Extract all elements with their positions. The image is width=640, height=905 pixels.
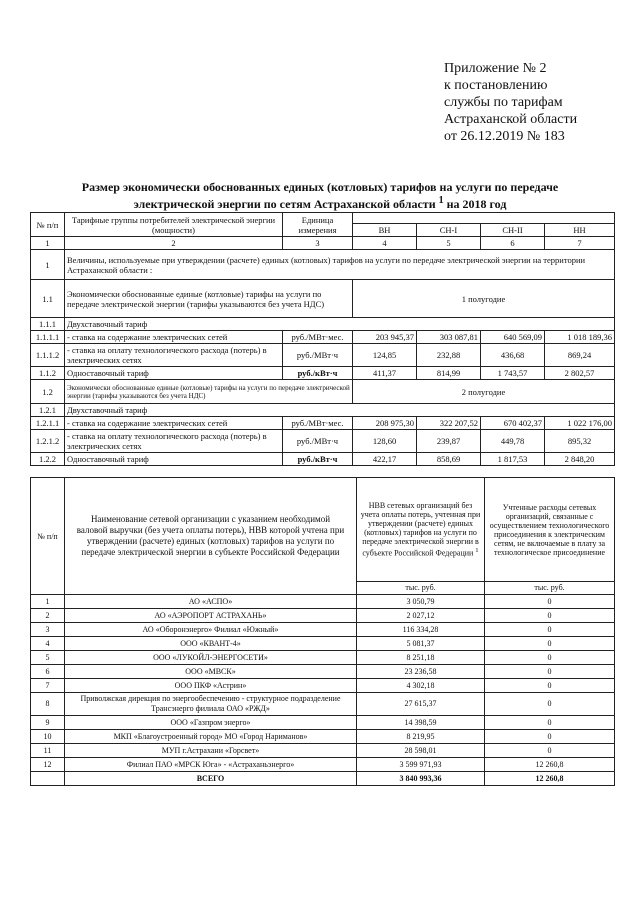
nvv-header-org: Наименование сетевой организации с указанием необходимой валовой выручки (без учета оплаты потерь), НВВ которой учтена при утверждении (расчете) единых (котловых) тарифов на услуги по передаче электрической энергии в субъекте Российской Федерации: [65, 478, 357, 595]
header-sn1: СН-I: [417, 224, 481, 237]
value-sn1: 239,87: [417, 430, 481, 453]
table-header-row: [31, 213, 615, 224]
tariff-table: [30, 212, 615, 466]
table-row: [31, 665, 615, 679]
table-row: [31, 730, 615, 744]
col-number: 1: [31, 237, 65, 250]
total-no: [31, 772, 65, 786]
table-row: [31, 679, 615, 693]
period-label: 1 полугодие: [353, 280, 615, 318]
row-no: 8: [31, 693, 65, 716]
value-vn: 203 945,37: [353, 331, 417, 344]
header-unit: Единица измерения: [283, 213, 353, 237]
table-row: [31, 744, 615, 758]
org-nvv: 3 599 971,93: [357, 758, 485, 772]
row-text: Экономически обоснованные единые (котловые) тарифы на услуги по передаче электрической энергии (тарифы указываются без учета НДС): [65, 280, 353, 318]
org-accounted: 0: [485, 716, 615, 730]
org-name: ООО «МВСК»: [65, 665, 357, 679]
nvv-unit: тыс. руб.: [357, 582, 485, 595]
org-accounted: 0: [485, 665, 615, 679]
total-label: ВСЕГО: [65, 772, 357, 786]
title-line2: [30, 194, 610, 211]
header-vn: ВН: [353, 224, 417, 237]
value-sn2: 1 817,53: [481, 453, 545, 466]
value-nn: 1 022 176,00: [545, 417, 615, 430]
header-voltage-span: [353, 213, 615, 224]
table-row: [31, 344, 615, 367]
table-row: [31, 651, 615, 665]
row-text: Одноставочный тариф: [65, 367, 283, 380]
value-nn: 2 848,20: [545, 453, 615, 466]
value-vn: 128,60: [353, 430, 417, 453]
value-sn2: 1 743,57: [481, 367, 545, 380]
nvv-table: [30, 477, 615, 786]
value-sn1: 858,69: [417, 453, 481, 466]
accounted-unit: тыс. руб.: [485, 582, 615, 595]
row-no: 1.2: [31, 380, 65, 404]
row-no: 6: [31, 665, 65, 679]
value-sn1: 303 087,81: [417, 331, 481, 344]
value-sn2: 640 569,09: [481, 331, 545, 344]
period-label: 2 полугодие: [353, 380, 615, 404]
org-nvv: 116 334,28: [357, 623, 485, 637]
org-accounted: 0: [485, 637, 615, 651]
table-row: [31, 430, 615, 453]
column-number-row: [31, 237, 615, 250]
nvv-header-footnote: 1: [475, 547, 479, 555]
row-no: 10: [31, 730, 65, 744]
table-row: [31, 758, 615, 772]
row-no: 12: [31, 758, 65, 772]
org-name: АО «АСПО»: [65, 595, 357, 609]
org-accounted: 0: [485, 609, 615, 623]
appendix-line: службы по тарифам: [444, 95, 563, 110]
col-number: 6: [481, 237, 545, 250]
table-row: [31, 595, 615, 609]
row-unit: руб./МВт·ч: [283, 344, 353, 367]
table-row: [31, 417, 615, 430]
value-sn1: 322 207,52: [417, 417, 481, 430]
table-row: [31, 453, 615, 466]
value-nn: 895,32: [545, 430, 615, 453]
row-no: 1.2.1: [31, 404, 65, 417]
row-no: 1.1.1.1: [31, 331, 65, 344]
nvv-header-no: № п/п: [31, 478, 65, 595]
row-no: 1.1.2: [31, 367, 65, 380]
table-row: [31, 716, 615, 730]
table-row: [31, 250, 615, 280]
nvv-header-nvv-text: НВВ сетевых организаций без учета оплаты потерь, учтенная при утверждении (расчете) единых (котловых) тарифов на услуги по передаче электрической энергии в субъекте Российской Федерации: [360, 501, 481, 558]
org-name: МУП г.Астрахани «Горсвет»: [65, 744, 357, 758]
org-nvv: 23 236,58: [357, 665, 485, 679]
org-accounted: 0: [485, 651, 615, 665]
table-row: [31, 367, 615, 380]
table-row: [31, 280, 615, 318]
value-sn2: 436,68: [481, 344, 545, 367]
row-no: 1.2.2: [31, 453, 65, 466]
row-text: - ставка на содержание электрических сетей: [65, 417, 283, 430]
header-sn2: СН-II: [481, 224, 545, 237]
row-no: 1.1: [31, 280, 65, 318]
org-nvv: 8 251,18: [357, 651, 485, 665]
org-nvv: 3 050,79: [357, 595, 485, 609]
row-no: 7: [31, 679, 65, 693]
row-unit: руб./МВт·мес.: [283, 417, 353, 430]
org-accounted: 0: [485, 744, 615, 758]
total-nvv: 3 840 993,36: [357, 772, 485, 786]
col-number: 5: [417, 237, 481, 250]
row-text: - ставка на оплату технологического расхода (потерь) в электрических сетях: [65, 430, 283, 453]
appendix-line: Астраханской области: [444, 112, 578, 127]
col-number: 7: [545, 237, 615, 250]
table-row: [31, 623, 615, 637]
value-sn1: 232,88: [417, 344, 481, 367]
row-no: 9: [31, 716, 65, 730]
table-row: [31, 331, 615, 344]
org-name: ООО «ЛУКОЙЛ-ЭНЕРГОСЕТИ»: [65, 651, 357, 665]
value-vn: 422,17: [353, 453, 417, 466]
row-unit: руб./кВт·ч: [283, 367, 353, 380]
value-nn: 1 018 189,36: [545, 331, 615, 344]
nvv-header-row: [31, 478, 615, 582]
appendix-line: к постановлению: [444, 78, 548, 93]
table-row: [31, 318, 615, 331]
title-line2-end: на 2018 год: [446, 197, 507, 211]
col-number: 3: [283, 237, 353, 250]
org-name: МКП «Благоустроенный город» МО «Город Нариманов»: [65, 730, 357, 744]
org-nvv: 4 302,18: [357, 679, 485, 693]
org-accounted: 0: [485, 679, 615, 693]
row-unit: руб./МВт·ч: [283, 430, 353, 453]
total-row: [31, 772, 615, 786]
appendix-line: Приложение № 2: [444, 61, 547, 76]
header-nn: НН: [545, 224, 615, 237]
value-nn: 2 802,57: [545, 367, 615, 380]
total-accounted: 12 260,8: [485, 772, 615, 786]
org-nvv: 28 598,01: [357, 744, 485, 758]
title-footnote-mark: 1: [438, 195, 444, 206]
row-no: 1.2.1.1: [31, 417, 65, 430]
row-text: - ставка на оплату технологического расхода (потерь) в электрических сетях: [65, 344, 283, 367]
org-accounted: 12 260,8: [485, 758, 615, 772]
org-nvv: 14 398,59: [357, 716, 485, 730]
org-name: ООО ПКФ «Астрин»: [65, 679, 357, 693]
table-row: [31, 637, 615, 651]
nvv-table-body: [31, 595, 615, 772]
row-no: 1.1.1: [31, 318, 65, 331]
org-name: АО «АЭРОПОРТ АСТРАХАНЬ»: [65, 609, 357, 623]
header-no: № п/п: [31, 213, 65, 237]
row-text: Величины, используемые при утверждении (расчете) единых (котловых) тарифов на услуги по передаче электрической энергии на территории Астраханской области :: [65, 250, 615, 280]
value-vn: 208 975,30: [353, 417, 417, 430]
row-no: 1.1.1.2: [31, 344, 65, 367]
col-number: 2: [65, 237, 283, 250]
row-text: Двухставочный тариф: [65, 318, 615, 331]
org-nvv: 8 219,95: [357, 730, 485, 744]
org-nvv: 27 615,37: [357, 693, 485, 716]
row-unit: руб./МВт·мес.: [283, 331, 353, 344]
org-name: Филиал ПАО «МРСК Юга» - «Астраханьэнерго»: [65, 758, 357, 772]
row-text: Экономически обоснованные единые (котловые) тарифы на услуги по передаче электрической энергии (тарифы указываются без учета НДС): [65, 380, 353, 404]
row-text: Двухставочный тариф: [65, 404, 615, 417]
row-no: 5: [31, 651, 65, 665]
title-line2-text: электрической энергии по сетям Астраханской области: [133, 197, 436, 211]
nvv-header-nvv: [357, 478, 485, 582]
document-title: [30, 180, 610, 211]
row-no: 1: [31, 595, 65, 609]
row-no: 2: [31, 609, 65, 623]
header-group: Тарифные группы потребителей электрической энергии (мощности): [65, 213, 283, 237]
appendix-line: от 26.12.2019 № 183: [444, 129, 565, 144]
row-no: 4: [31, 637, 65, 651]
org-accounted: 0: [485, 693, 615, 716]
row-unit: руб./кВт·ч: [283, 453, 353, 466]
table-row: [31, 609, 615, 623]
table-row: [31, 380, 615, 404]
row-no: 1.2.1.2: [31, 430, 65, 453]
org-accounted: 0: [485, 623, 615, 637]
value-sn2: 449,78: [481, 430, 545, 453]
org-accounted: 0: [485, 730, 615, 744]
org-accounted: 0: [485, 595, 615, 609]
row-no: 11: [31, 744, 65, 758]
org-nvv: 5 081,37: [357, 637, 485, 651]
value-nn: 869,24: [545, 344, 615, 367]
nvv-header-accounted: Учтенные расходы сетевых организаций, связанные с осуществлением технологического присоединения к электрическим сетям, не включаемые в плату за технологическое присоединение: [485, 478, 615, 582]
col-number: 4: [353, 237, 417, 250]
org-name: АО «Оборонэнерго» Филиал «Южный»: [65, 623, 357, 637]
value-vn: 124,85: [353, 344, 417, 367]
table-row: [31, 693, 615, 716]
row-no: 3: [31, 623, 65, 637]
appendix-block: [444, 60, 577, 145]
org-name: ООО «КВАНТ-4»: [65, 637, 357, 651]
value-sn2: 670 402,37: [481, 417, 545, 430]
table-row: [31, 404, 615, 417]
org-name: Приволжская дирекция по энергообеспечению - структурное подразделение Трансэнерго филиала ОАО «РЖД»: [65, 693, 357, 716]
row-text: - ставка на содержание электрических сетей: [65, 331, 283, 344]
row-no: 1: [31, 250, 65, 280]
org-name: ООО «Газпром энерго»: [65, 716, 357, 730]
value-sn1: 814,99: [417, 367, 481, 380]
title-line1: Размер экономически обоснованных единых (котловых) тарифов на услуги по передаче: [81, 180, 559, 194]
row-text: Одноставочный тариф: [65, 453, 283, 466]
org-nvv: 2 027,12: [357, 609, 485, 623]
value-vn: 411,37: [353, 367, 417, 380]
